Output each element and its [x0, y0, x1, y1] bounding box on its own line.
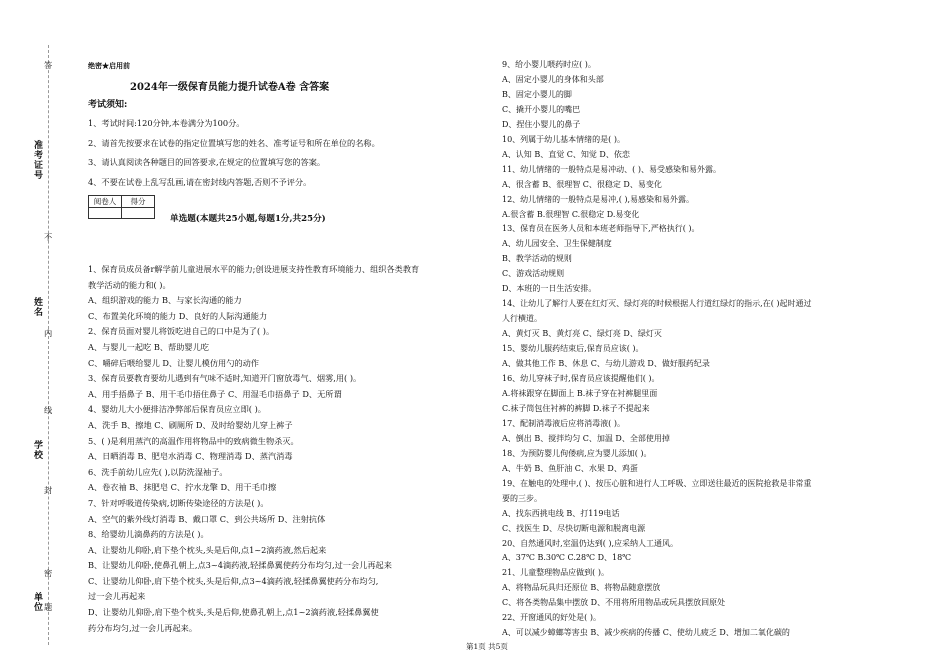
- question-line: 9、给小婴儿喂药时应( )。: [502, 60, 596, 69]
- option-line: C.袜子筒包住衬裤的裤脚 D.袜子不提起来: [502, 403, 650, 413]
- notice-item: 2、请首先按要求在试卷的指定位置填写您的姓名、准考证号和所在单位的名称。: [88, 138, 380, 148]
- option-line: A.将袜跟穿在脚面上 B.袜子穿在衬裤腿里面: [502, 388, 658, 398]
- reviewer-blank: [89, 208, 122, 219]
- seal-char: 答: [44, 60, 53, 70]
- left-column: [88, 262, 419, 636]
- question-line: 10、列属于幼儿基本情绪的是( )。: [502, 134, 625, 144]
- option-line: C、游戏活动规则: [502, 269, 565, 279]
- seal-char: 不: [44, 232, 53, 242]
- option-line: A、洗手 B、擦地 C、刷厕所 D、及时给婴幼儿穿上裤子: [88, 419, 293, 430]
- option-line: A、可以减少蟑螂等害虫 B、减少疾病的传播 C、使幼儿疲乏 D、增加二氧化碳的: [502, 628, 790, 638]
- question-line: 13、保育员在医务人员和本班老师指导下,严格执行( )。: [502, 224, 700, 234]
- option-line: 过一会儿再起来: [88, 591, 146, 602]
- seal-char: 密: [44, 568, 53, 578]
- option-line: C、将各类物品集中摆放 D、不用将所用物品或玩具摆放回原处: [502, 598, 726, 608]
- option-line: A、很含蓄 B、很理智 C、很稳定 D、易变化: [502, 179, 662, 189]
- option-line: A、将物品玩具归还原位 B、将物品随意摆放: [502, 583, 661, 593]
- question-line: 17、配制消毒液后应将消毒液( )。: [502, 418, 625, 428]
- notice-heading: 考试须知:: [88, 100, 128, 110]
- question-line: 要的三步。: [502, 493, 542, 503]
- secret-mark: 绝密★启用前: [88, 61, 130, 70]
- unit-label: 单位: [32, 592, 42, 612]
- notice-item: 3、请认真阅读各种题目的回答要求,在规定的位置填写您的答案。: [88, 157, 326, 167]
- question-line: 5、( )是利用蒸汽的高温作用将物品中的致病微生物杀灭。: [88, 435, 299, 446]
- question-line: 7、针对呼吸道传染病,切断传染途径的方法是( )。: [88, 497, 269, 508]
- option-line: A、幼儿园安全、卫生保健制度: [502, 239, 612, 249]
- question-line: 4、婴幼儿大小便排洁净弊部后保育员应立即( )。: [88, 404, 266, 415]
- option-line: A、牛奶 B、鱼肝油 C、水果 D、鸡蛋: [502, 463, 638, 473]
- option-line: A、与婴儿一起吃 B、帮助婴儿吃: [88, 341, 209, 352]
- question-line: 教学活动的能力和( )。: [88, 279, 171, 290]
- question-line: 6、洗手前幼儿应先( ),以防洗湿袖子。: [88, 466, 228, 477]
- notice-item: 1、考试时间:120分钟,本卷满分为100分。: [88, 118, 245, 128]
- option-line: A、组织游戏的能力 B、与家长沟通的能力: [88, 295, 242, 306]
- option-line: A、37℃ B.30℃ C.28℃ D、18℃: [502, 553, 632, 563]
- section-title: 单选题(本题共25小题,每题1分,共25分): [170, 214, 326, 224]
- question-line: 1、保育员成员备r解学前儿童进展水平的能力;创设进展支持性教育环境能力、组织各类教育: [88, 264, 420, 274]
- option-line: A、空气的紫外线灯消毒 B、戴口罩 C、到公共场所 D、注射抗体: [88, 513, 326, 524]
- question-line: 20、自然通风时,室温仍达到( ),应采纳人工通风。: [502, 538, 679, 548]
- question-line: 人行横道。: [502, 314, 542, 324]
- question-line: 3、保育员要教育要幼儿遇到有气味不适时,知道开门窗放毒气、烟雾,用( )。: [88, 373, 362, 384]
- page-footer: 第1页 共5页: [466, 642, 508, 651]
- option-line: C、嚼碎后喂给婴儿 D、让婴儿模仿用勺的动作: [88, 357, 259, 368]
- option-line: D、让婴幼儿仰卧,肩下垫个枕头,头是后仰,使鼻孔朝上,点1~2滴药液,轻揉鼻翼使: [88, 607, 379, 618]
- option-line: A、日晒消毒 B、肥皂水消毒 C、物理消毒 D、蒸汽消毒: [88, 451, 293, 462]
- question-line: 16、幼儿穿袜子时,保育员应该提醒他们( )。: [502, 374, 660, 384]
- option-line: C、撬开小婴儿的嘴巴: [502, 104, 581, 114]
- seal-char: 线: [44, 405, 53, 415]
- seal-line: [48, 45, 49, 645]
- question-line: 22、开窗通风的好处是( )。: [502, 613, 601, 623]
- option-line: A、倒出 B、搅拌均匀 C、加温 D、全部使用掉: [502, 433, 670, 443]
- notice-item: 4、不要在试卷上乱写乱画,请在密封线内答题,否则不予评分。: [88, 177, 312, 187]
- score-blank: [122, 208, 155, 219]
- option-line: B、教学活动的规则: [502, 254, 572, 264]
- seal-char: 内: [44, 328, 53, 338]
- question-line: 12、幼儿情绪的一般特点是易冲,( ),易感染和易外露。: [502, 194, 695, 204]
- option-line: A、用手捂鼻子 B、用干毛巾捂住鼻子 C、用湿毛巾捂鼻子 D、无所谓: [88, 388, 342, 399]
- score-table: [88, 195, 155, 219]
- option-line: A、卷衣袖 B、抹肥皂 C、拧水龙擎 D、用干毛巾擦: [88, 482, 277, 493]
- question-line: 8、给婴幼儿滴鼻药的方法是( )。: [88, 529, 209, 540]
- question-line: 2、保育员面对婴儿将饭吃进自己的口中是为了( )。: [88, 326, 275, 337]
- option-line: C、布置美化环境的能力 D、良好的人际沟通能力: [88, 310, 268, 321]
- reviewer-cell: 阅卷人: [89, 196, 122, 208]
- option-line: A、固定小婴儿的身体和头部: [502, 74, 604, 84]
- page-title: 2024年一级保育员能力提升试卷A卷 含答案: [130, 82, 330, 93]
- question-line: 19、在触电的处理中,( )、按压心脏和进行人工呼吸、立即送往最近的医院抢救是非常重: [502, 478, 812, 488]
- option-line: D、捏住小婴儿的鼻子: [502, 119, 581, 129]
- option-line: A、让婴幼儿仰卧,肩下垫个枕头,头是后仰,点1~2滴药液,然后起来: [88, 544, 327, 555]
- seal-char: 题: [44, 602, 53, 612]
- question-line: 15、婴幼儿服药结束后,保育员应该( )。: [502, 344, 644, 354]
- school-label: 学校: [32, 440, 42, 460]
- question-line: 18、为预防婴儿佝偻病,应为婴儿添加( )。: [502, 448, 652, 458]
- option-line: 药分布均匀,过一会儿再起来。: [88, 622, 198, 633]
- question-line: 21、儿童整理物品应做到( )。: [502, 568, 609, 578]
- option-line: A、做其他工作 B、休息 C、与幼儿游戏 D、做好服药纪录: [502, 359, 710, 369]
- option-line: A、找东西挑电线 B、打119电话: [502, 508, 620, 518]
- option-line: A.很含蓄 B.很理智 C.很稳定 D.易变化: [502, 209, 640, 219]
- question-line: 14、让幼儿了解行人要在红灯灭、绿灯亮的时候根据人行道红绿灯的指示,在( )起时通过: [502, 299, 812, 309]
- admission-number-label: 准考证号: [32, 140, 42, 180]
- option-line: C、让婴幼儿仰卧,肩下垫个枕头,头是后仰,点3~4滴药液,轻揉鼻翼使药分布均匀,: [88, 575, 379, 586]
- option-line: B、让婴幼儿仰卧,使鼻孔朝上,点3~4滴药液,轻揉鼻翼使药分布均匀,过一会儿再起来: [88, 560, 392, 571]
- question-line: 11、幼儿情绪的一般特点是易冲动、( )、易受感染和易外露。: [502, 164, 721, 174]
- right-column: [502, 58, 812, 641]
- score-cell: 得分: [122, 196, 155, 208]
- option-line: A、黄灯灭 B、黄灯亮 C、绿灯亮 D、绿灯灭: [502, 329, 662, 339]
- option-line: B、固定小婴儿的脚: [502, 89, 572, 99]
- option-line: A、认知 B、直觉 C、知觉 D、依恋: [502, 149, 630, 159]
- seal-char: 封: [44, 485, 53, 495]
- name-label: 姓名: [32, 297, 42, 317]
- option-line: C、找医生 D、尽快切断电源和脱离电源: [502, 523, 646, 533]
- option-line: D、本班的一日生活安排。: [502, 284, 597, 294]
